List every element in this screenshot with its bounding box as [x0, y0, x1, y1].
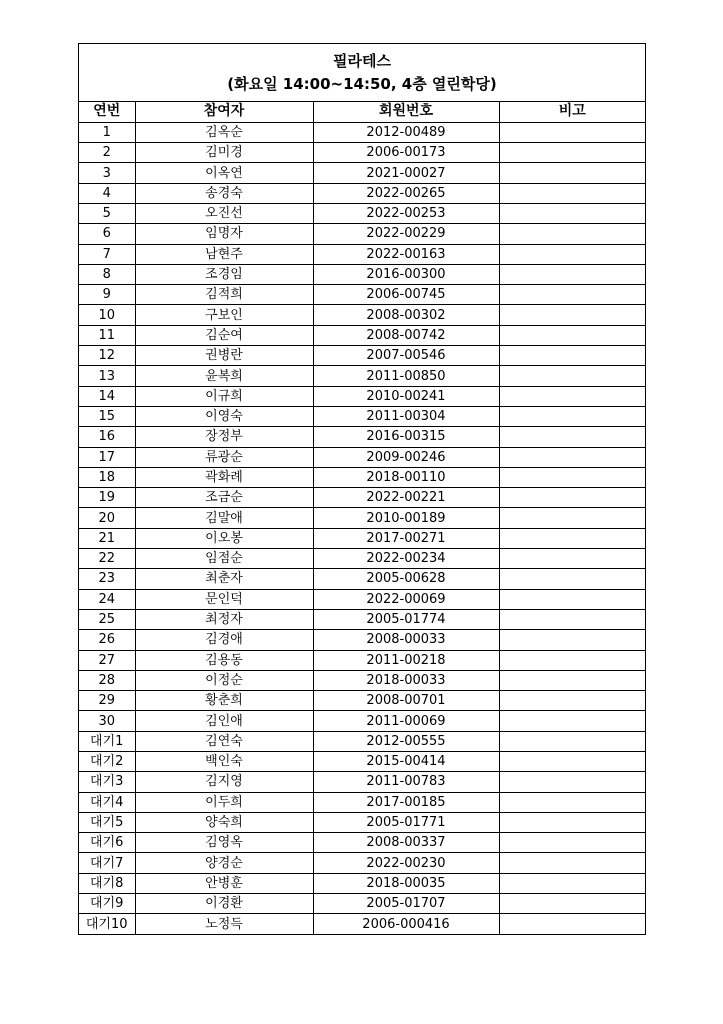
- member-id: 2008-00742: [313, 325, 499, 345]
- member-id: 2022-00253: [313, 203, 499, 223]
- row-number: 5: [79, 203, 135, 223]
- member-id: 2011-00304: [313, 406, 499, 426]
- remarks: [499, 670, 645, 690]
- row-number: 24: [79, 589, 135, 609]
- member-id: 2022-00265: [313, 183, 499, 203]
- table-row: [79, 366, 645, 386]
- remarks: [499, 528, 645, 548]
- remarks: [499, 772, 645, 792]
- participant-name: 윤복희: [135, 366, 313, 386]
- table-row: [79, 549, 645, 569]
- remarks: [499, 853, 645, 873]
- table-row: [79, 244, 645, 264]
- remarks: [499, 244, 645, 264]
- participant-name: 이경환: [135, 894, 313, 914]
- remarks: [499, 508, 645, 528]
- remarks: [499, 285, 645, 305]
- participant-name: 김순여: [135, 325, 313, 345]
- row-number: 6: [79, 224, 135, 244]
- table-row: [79, 122, 645, 142]
- participant-name: 이영숙: [135, 406, 313, 426]
- participant-name: 문인덕: [135, 589, 313, 609]
- table-row: [79, 406, 645, 426]
- remarks: [499, 325, 645, 345]
- row-number: 4: [79, 183, 135, 203]
- row-number: 20: [79, 508, 135, 528]
- row-number: 9: [79, 285, 135, 305]
- remarks: [499, 549, 645, 569]
- row-number: 13: [79, 366, 135, 386]
- row-number: 8: [79, 264, 135, 284]
- table-row: [79, 630, 645, 650]
- table-row: [79, 772, 645, 792]
- participant-name: 이오봉: [135, 528, 313, 548]
- remarks: [499, 589, 645, 609]
- table-row: [79, 203, 645, 223]
- row-number: 대기6: [79, 833, 135, 853]
- row-number: 대기9: [79, 894, 135, 914]
- remarks: [499, 691, 645, 711]
- member-id: 2006-00173: [313, 143, 499, 163]
- table-row: [79, 285, 645, 305]
- participant-name: 최정자: [135, 609, 313, 629]
- member-id: 2018-00033: [313, 670, 499, 690]
- attendance-sheet: [78, 43, 646, 935]
- member-id: 2011-00218: [313, 650, 499, 670]
- participant-name: 김미경: [135, 143, 313, 163]
- participant-name: 권병란: [135, 346, 313, 366]
- member-id: 2018-00110: [313, 467, 499, 487]
- participant-name: 남현주: [135, 244, 313, 264]
- participant-name: 곽화례: [135, 467, 313, 487]
- member-id: 2008-00033: [313, 630, 499, 650]
- row-number: 26: [79, 630, 135, 650]
- member-id: 2022-00234: [313, 549, 499, 569]
- remarks: [499, 203, 645, 223]
- table-row: [79, 691, 645, 711]
- remarks: [499, 183, 645, 203]
- table-row: [79, 569, 645, 589]
- participant-name: 오진선: [135, 203, 313, 223]
- table-row: [79, 183, 645, 203]
- row-number: 대기7: [79, 853, 135, 873]
- remarks: [499, 752, 645, 772]
- member-id: 2015-00414: [313, 752, 499, 772]
- participant-name: 장정부: [135, 427, 313, 447]
- row-number: 19: [79, 488, 135, 508]
- row-number: 17: [79, 447, 135, 467]
- participant-name: 최춘자: [135, 569, 313, 589]
- remarks: [499, 569, 645, 589]
- remarks: [499, 488, 645, 508]
- remarks: [499, 264, 645, 284]
- participant-name: 김말애: [135, 508, 313, 528]
- table-body: [79, 122, 645, 934]
- table-row: [79, 467, 645, 487]
- member-table: [79, 102, 645, 934]
- member-id: 2021-00027: [313, 163, 499, 183]
- participant-name: 김연숙: [135, 731, 313, 751]
- column-header-number: 연번: [79, 102, 135, 122]
- participant-name: 류광순: [135, 447, 313, 467]
- member-id: 2022-00229: [313, 224, 499, 244]
- remarks: [499, 609, 645, 629]
- table-row: [79, 264, 645, 284]
- participant-name: 양경순: [135, 853, 313, 873]
- row-number: 대기4: [79, 792, 135, 812]
- member-id: 2007-00546: [313, 346, 499, 366]
- table-row: [79, 224, 645, 244]
- column-header-remarks: 비고: [499, 102, 645, 122]
- remarks: [499, 812, 645, 832]
- remarks: [499, 731, 645, 751]
- member-id: 2005-01707: [313, 894, 499, 914]
- participant-name: 임명자: [135, 224, 313, 244]
- row-number: 29: [79, 691, 135, 711]
- member-id: 2016-00300: [313, 264, 499, 284]
- member-id: 2017-00185: [313, 792, 499, 812]
- row-number: 30: [79, 711, 135, 731]
- table-row: [79, 305, 645, 325]
- participant-name: 백인숙: [135, 752, 313, 772]
- table-row: [79, 528, 645, 548]
- member-id: 2022-00069: [313, 589, 499, 609]
- member-id: 2017-00271: [313, 528, 499, 548]
- member-id: 2011-00783: [313, 772, 499, 792]
- remarks: [499, 386, 645, 406]
- participant-name: 임점순: [135, 549, 313, 569]
- participant-name: 황춘희: [135, 691, 313, 711]
- row-number: 대기1: [79, 731, 135, 751]
- table-row: [79, 873, 645, 893]
- member-id: 2008-00701: [313, 691, 499, 711]
- column-header-participant: 참여자: [135, 102, 313, 122]
- member-id: 2018-00035: [313, 873, 499, 893]
- page-title: 필라테스: [333, 52, 391, 70]
- table-row: [79, 325, 645, 345]
- row-number: 10: [79, 305, 135, 325]
- row-number: 18: [79, 467, 135, 487]
- page-subtitle: (화요일 14:00~14:50, 4층 열린학당): [227, 75, 497, 93]
- row-number: 3: [79, 163, 135, 183]
- remarks: [499, 305, 645, 325]
- table-row: [79, 711, 645, 731]
- header-row: [79, 102, 645, 122]
- row-number: 15: [79, 406, 135, 426]
- row-number: 27: [79, 650, 135, 670]
- participant-name: 김옥순: [135, 122, 313, 142]
- remarks: [499, 224, 645, 244]
- row-number: 28: [79, 670, 135, 690]
- remarks: [499, 711, 645, 731]
- table-row: [79, 812, 645, 832]
- table-row: [79, 609, 645, 629]
- column-header-member-id: 회원번호: [313, 102, 499, 122]
- row-number: 1: [79, 122, 135, 142]
- member-id: 2011-00850: [313, 366, 499, 386]
- participant-name: 조경임: [135, 264, 313, 284]
- row-number: 대기8: [79, 873, 135, 893]
- participant-name: 안병훈: [135, 873, 313, 893]
- remarks: [499, 163, 645, 183]
- member-id: 2012-00489: [313, 122, 499, 142]
- remarks: [499, 630, 645, 650]
- table-row: [79, 792, 645, 812]
- remarks: [499, 467, 645, 487]
- member-id: 2005-01771: [313, 812, 499, 832]
- table-row: [79, 488, 645, 508]
- table-row: [79, 670, 645, 690]
- title-block: [79, 44, 645, 102]
- table-row: [79, 731, 645, 751]
- participant-name: 이옥연: [135, 163, 313, 183]
- participant-name: 김경애: [135, 630, 313, 650]
- table-row: [79, 650, 645, 670]
- remarks: [499, 650, 645, 670]
- member-id: 2022-00163: [313, 244, 499, 264]
- row-number: 7: [79, 244, 135, 264]
- remarks: [499, 792, 645, 812]
- remarks: [499, 427, 645, 447]
- participant-name: 김인애: [135, 711, 313, 731]
- member-id: 2009-00246: [313, 447, 499, 467]
- table-row: [79, 853, 645, 873]
- remarks: [499, 366, 645, 386]
- row-number: 대기5: [79, 812, 135, 832]
- member-id: 2022-00221: [313, 488, 499, 508]
- participant-name: 김지영: [135, 772, 313, 792]
- member-id: 2010-00241: [313, 386, 499, 406]
- remarks: [499, 833, 645, 853]
- row-number: 대기10: [79, 914, 135, 934]
- table-row: [79, 447, 645, 467]
- member-id: 2006-000416: [313, 914, 499, 934]
- participant-name: 김적희: [135, 285, 313, 305]
- table-row: [79, 894, 645, 914]
- remarks: [499, 447, 645, 467]
- row-number: 22: [79, 549, 135, 569]
- row-number: 대기2: [79, 752, 135, 772]
- row-number: 12: [79, 346, 135, 366]
- participant-name: 이규희: [135, 386, 313, 406]
- participant-name: 양숙희: [135, 812, 313, 832]
- participant-name: 구보인: [135, 305, 313, 325]
- table-row: [79, 833, 645, 853]
- participant-name: 조금순: [135, 488, 313, 508]
- row-number: 25: [79, 609, 135, 629]
- participant-name: 이두희: [135, 792, 313, 812]
- row-number: 23: [79, 569, 135, 589]
- member-id: 2022-00230: [313, 853, 499, 873]
- member-id: 2005-00628: [313, 569, 499, 589]
- row-number: 14: [79, 386, 135, 406]
- participant-name: 이정순: [135, 670, 313, 690]
- remarks: [499, 406, 645, 426]
- member-id: 2006-00745: [313, 285, 499, 305]
- participant-name: 송경숙: [135, 183, 313, 203]
- table-row: [79, 143, 645, 163]
- table-row: [79, 508, 645, 528]
- member-id: 2011-00069: [313, 711, 499, 731]
- row-number: 2: [79, 143, 135, 163]
- member-id: 2008-00302: [313, 305, 499, 325]
- row-number: 11: [79, 325, 135, 345]
- member-id: 2016-00315: [313, 427, 499, 447]
- table-row: [79, 427, 645, 447]
- remarks: [499, 346, 645, 366]
- member-id: 2010-00189: [313, 508, 499, 528]
- table-row: [79, 589, 645, 609]
- remarks: [499, 873, 645, 893]
- remarks: [499, 894, 645, 914]
- participant-name: 김용동: [135, 650, 313, 670]
- remarks: [499, 122, 645, 142]
- participant-name: 김영옥: [135, 833, 313, 853]
- member-id: 2012-00555: [313, 731, 499, 751]
- row-number: 대기3: [79, 772, 135, 792]
- row-number: 16: [79, 427, 135, 447]
- table-row: [79, 346, 645, 366]
- remarks: [499, 143, 645, 163]
- table-row: [79, 914, 645, 934]
- remarks: [499, 914, 645, 934]
- table-row: [79, 386, 645, 406]
- participant-name: 노정득: [135, 914, 313, 934]
- table-row: [79, 163, 645, 183]
- table-row: [79, 752, 645, 772]
- member-id: 2005-01774: [313, 609, 499, 629]
- row-number: 21: [79, 528, 135, 548]
- member-id: 2008-00337: [313, 833, 499, 853]
